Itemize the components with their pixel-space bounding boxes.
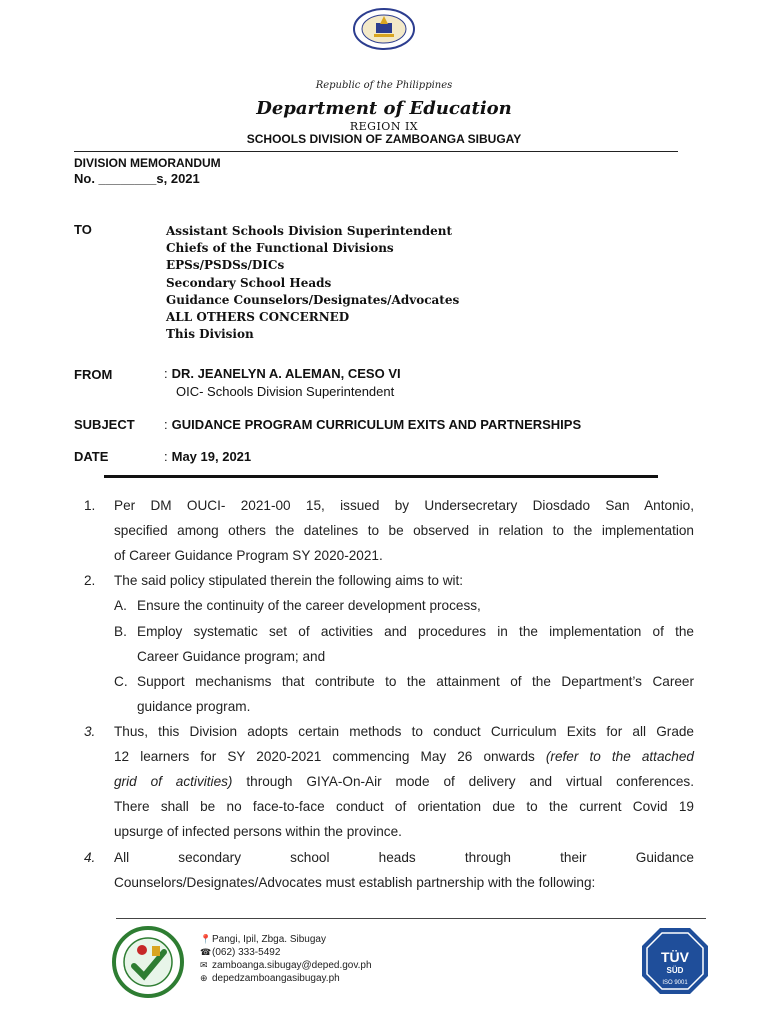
memo-number: No. ________s, 2021: [74, 171, 200, 186]
tuv-iso-badge-icon: [640, 926, 710, 996]
region-text: REGION IX: [349, 120, 419, 133]
body-line: There shall be no face-to-face conduct of orientation due to the current Covid 19: [114, 799, 694, 814]
address-text: Pangi, Ipil, Zbga. Sibugay: [212, 934, 326, 945]
from-value: [164, 366, 401, 381]
sub-letter: A.: [114, 598, 127, 613]
body-text-run: 12 learners for SY 2020-2021 commencing May 26 onwards: [114, 749, 546, 764]
republic-text: Republic of the Philippines: [315, 80, 453, 91]
date-text: May 19, 2021: [171, 449, 252, 464]
body-line: Per DM OUCI- 2021-00 15, issued by Undersecretary Diosdado San Antonio,: [114, 498, 694, 513]
body-line: Thus, this Division adopts certain methods to conduct Curriculum Exits for all Grade: [114, 724, 694, 739]
recipient-item: Assistant Schools Division Superintendent: [166, 224, 453, 238]
body-text-run: through GIYA-On-Air mode of delivery and virtual conferences.: [232, 774, 694, 789]
sub-letter: C.: [114, 674, 128, 689]
tuv-label: TÜV: [661, 949, 689, 965]
body-line: Ensure the continuity of the career development process,: [137, 598, 481, 613]
body-line: Career Guidance program; and: [137, 649, 326, 664]
to-label: TO: [74, 222, 92, 237]
pin-icon: 📍: [200, 934, 212, 944]
body-line: Employ systematic set of activities and procedures in the implementation of the: [137, 624, 694, 639]
body-line: [114, 744, 694, 769]
recipient-item: Guidance Counselors/Designates/Advocates: [166, 292, 460, 307]
date-label: DATE: [74, 449, 109, 464]
recipient-item: ALL OTHERS CONCERNED: [166, 310, 350, 325]
body-text-italic: (refer to the attached: [545, 749, 694, 764]
body-line: specified among others the datelines to be observed in relation to the implementation: [114, 523, 694, 538]
body-word: school: [290, 850, 330, 865]
contact-address: [200, 934, 326, 945]
department-title: Department of Education: [256, 98, 512, 119]
recipient-list: [166, 223, 459, 343]
body-line: of Career Guidance Program SY 2020-2021.: [114, 548, 383, 563]
contact-phone: [200, 947, 280, 958]
body-line: [114, 769, 694, 794]
subject-value: [164, 417, 581, 432]
tuv-sub: SÜD: [666, 966, 684, 975]
body-line: Support mechanisms that contribute to the attainment of the Department’s Career: [137, 674, 694, 689]
body-word: All: [114, 850, 130, 865]
body-line: [114, 845, 694, 870]
phone-icon: ☎: [200, 947, 212, 957]
subject-label: SUBJECT: [74, 417, 135, 432]
contact-web: [200, 973, 340, 984]
from-label: FROM: [74, 367, 113, 382]
body-word: secondary: [178, 850, 241, 865]
memo-title: DIVISION MEMORANDUM: [74, 156, 221, 170]
globe-icon: ⊕: [200, 973, 208, 983]
iso-label: ISO 9001: [662, 980, 688, 986]
deped-seal-icon: [352, 8, 416, 50]
date-value: [164, 449, 251, 464]
list-number: 1.: [84, 498, 96, 513]
from-title: OIC- Schools Division Superintendent: [176, 384, 395, 399]
body-word: through: [464, 850, 511, 865]
body-text-italic: grid of activities): [114, 774, 233, 789]
division-logo-icon: [112, 926, 184, 998]
colon: :: [164, 449, 168, 464]
email-text: zamboanga.sibugay@deped.gov.ph: [212, 960, 372, 971]
from-name: DR. JEANELYN A. ALEMAN, CESO VI: [171, 366, 401, 381]
recipient-item: Secondary School Heads: [166, 275, 332, 290]
body-line: Counselors/Designates/Advocates must establish partnership with the following:: [114, 875, 596, 890]
footer-divider: [116, 918, 706, 919]
body-word: Guidance: [635, 850, 694, 865]
body-line: guidance program.: [137, 699, 251, 714]
colon: :: [164, 417, 168, 432]
contact-email: [200, 960, 372, 971]
recipient-item: Chiefs of the Functional Divisions: [166, 241, 394, 256]
section-divider: [104, 475, 658, 478]
recipient-item: EPSs/PSDSs/DICs: [166, 258, 285, 273]
header-divider: [74, 151, 678, 152]
body-line: upsurge of infected persons within the province.: [114, 824, 402, 839]
list-number: 3.: [84, 724, 96, 739]
phone-text: (062) 333-5492: [212, 947, 281, 958]
envelope-icon: ✉: [200, 960, 208, 970]
body-line: The said policy stipulated therein the following aims to wit:: [114, 573, 464, 588]
web-text: depedzamboangasibugay.ph: [212, 973, 340, 984]
sub-letter: B.: [114, 624, 127, 639]
list-number: 4.: [84, 850, 96, 865]
list-number: 2.: [84, 573, 96, 588]
subject-text: GUIDANCE PROGRAM CURRICULUM EXITS AND PARTNERSHIPS: [171, 417, 582, 432]
body-word: their: [560, 850, 587, 865]
division-name: SCHOOLS DIVISION OF ZAMBOANGA SIBUGAY: [246, 132, 522, 146]
recipient-item: This Division: [166, 327, 254, 342]
colon: :: [164, 366, 168, 381]
body-word: heads: [378, 850, 416, 865]
